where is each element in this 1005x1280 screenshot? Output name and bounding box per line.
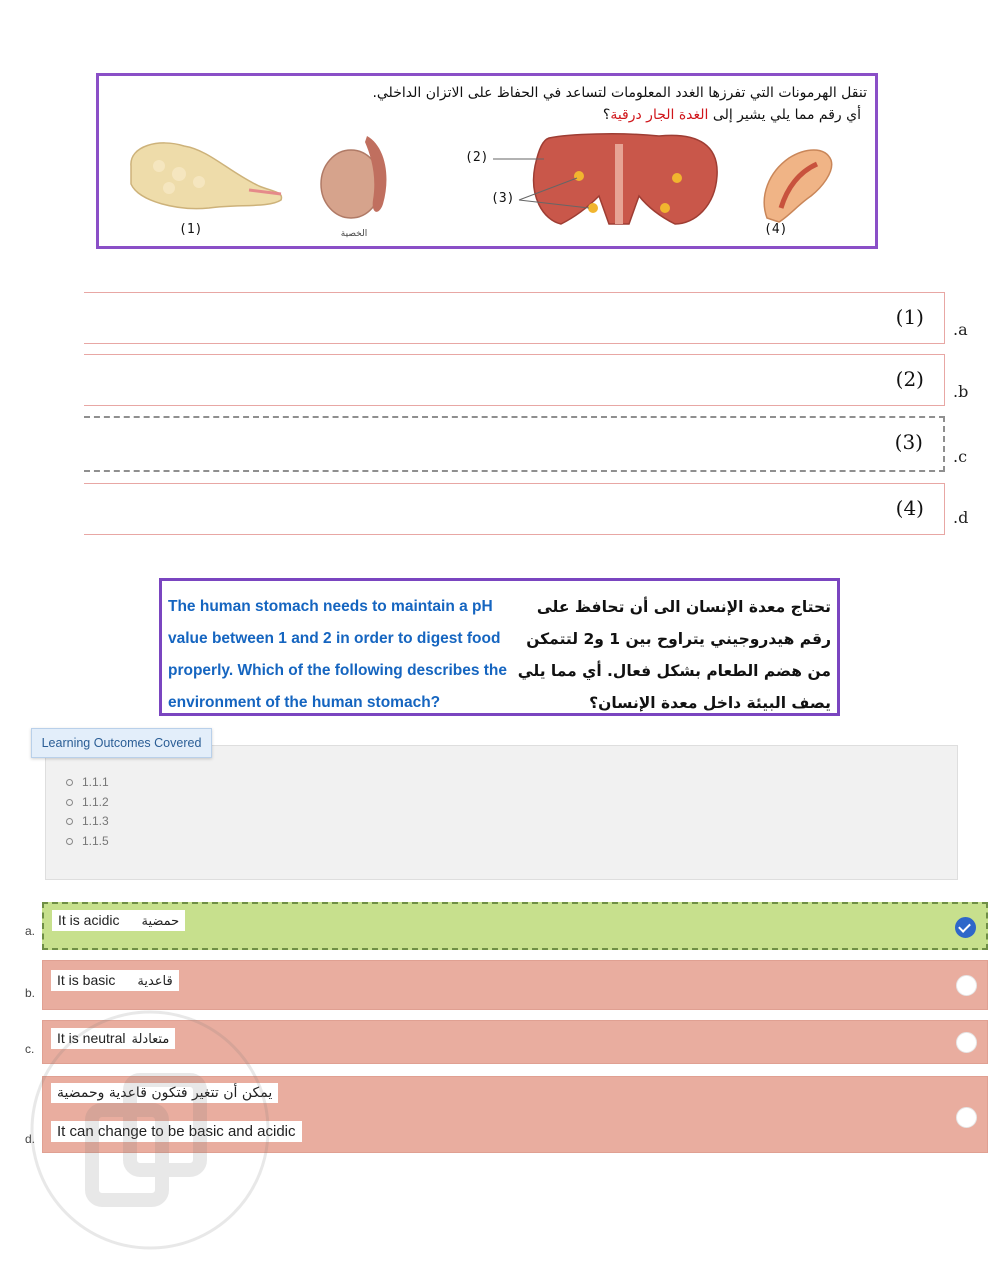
thyroid-image bbox=[534, 134, 718, 224]
pancreas-image bbox=[131, 143, 282, 209]
answer-a-letter: a. bbox=[25, 924, 36, 938]
answer-c-letter: c. bbox=[25, 1042, 35, 1056]
answer-d-en: It can change to be basic and acidic bbox=[51, 1121, 302, 1142]
answer-b-label bbox=[51, 970, 179, 991]
answer-d-letter: d. bbox=[25, 1132, 36, 1146]
option-c[interactable] bbox=[84, 416, 945, 472]
option-a-text: (1) bbox=[895, 305, 924, 329]
radio-icon[interactable] bbox=[956, 1032, 977, 1053]
outcome-text: 1.1.3 bbox=[82, 814, 109, 828]
learning-outcomes-list bbox=[66, 773, 109, 851]
question1-box bbox=[96, 73, 878, 249]
check-icon[interactable] bbox=[955, 917, 976, 938]
answer-b-en: It is basic bbox=[57, 972, 116, 988]
question1-prompt-end: ؟ bbox=[602, 107, 611, 123]
answer-b-letter: b. bbox=[25, 986, 36, 1000]
label-2: (2) bbox=[465, 150, 489, 165]
option-c-text: (3) bbox=[894, 430, 923, 454]
testis-label: الخصية bbox=[340, 229, 368, 239]
label-4: (4) bbox=[764, 222, 788, 237]
option-b-text: (2) bbox=[895, 367, 924, 391]
question1-highlight: الغدة الجار درقية bbox=[610, 107, 709, 123]
option-d[interactable] bbox=[84, 483, 945, 535]
question2-english: The human stomach needs to maintain a pH value between 1 and 2 in order to digest food properly. Which of the following describes the environment of the human stomach? bbox=[168, 598, 508, 711]
outcome-item bbox=[66, 832, 109, 852]
outcome-text: 1.1.1 bbox=[82, 775, 109, 789]
option-d-letter: .d bbox=[953, 508, 969, 527]
outcome-item bbox=[66, 812, 109, 832]
learning-outcomes-panel bbox=[45, 745, 958, 880]
testis-image bbox=[321, 136, 386, 218]
outcome-item bbox=[66, 793, 109, 813]
answer-a-en: It is acidic bbox=[58, 912, 120, 928]
option-d-text: (4) bbox=[895, 496, 924, 520]
option-a-letter: .a bbox=[953, 320, 968, 339]
option-b[interactable] bbox=[84, 354, 945, 406]
outcome-item bbox=[66, 773, 109, 793]
option-b-letter: .b bbox=[953, 382, 969, 401]
bullet-icon bbox=[66, 779, 73, 786]
radio-icon[interactable] bbox=[956, 1107, 977, 1128]
answer-a-ar: حمضية bbox=[141, 914, 180, 929]
answer-a[interactable] bbox=[42, 902, 988, 950]
bullet-icon bbox=[66, 818, 73, 825]
adrenal-image bbox=[764, 150, 831, 222]
question1-text: تنقل الهرمونات التي تفرزها الغدد المعلومات لتساعد في الحفاظ على الاتزان الداخلي. bbox=[372, 85, 867, 101]
outcome-text: 1.1.5 bbox=[82, 833, 109, 848]
question2-arabic: تحتاج معدة الإنسان الى أن تحافظ على رقم هيدروجيني يتراوح بين 1 و2 لتتمكن من هضم الطعام بشكل فعال. أي مما يلي يصف البيئة داخل معدة الإنسان؟ bbox=[517, 598, 831, 712]
learning-outcomes-tab[interactable]: Learning Outcomes Covered bbox=[31, 728, 212, 758]
watermark-logo bbox=[20, 1000, 280, 1270]
answer-b-ar: قاعدية bbox=[137, 974, 173, 989]
answer-d-ar: يمكن أن تتغير فتكون قاعدية وحمضية bbox=[51, 1083, 278, 1103]
outcome-text: 1.1.2 bbox=[82, 794, 109, 809]
question1-prompt-start: أي رقم مما يلي يشير إلى bbox=[712, 107, 861, 123]
bullet-icon bbox=[66, 799, 73, 806]
bullet-icon bbox=[66, 838, 73, 845]
answer-a-label bbox=[52, 910, 185, 931]
option-a[interactable] bbox=[84, 292, 945, 344]
label-3: (3) bbox=[491, 191, 515, 206]
label-1: (1) bbox=[179, 222, 203, 237]
question2-box bbox=[159, 578, 840, 716]
answer-c-ar: متعادلة bbox=[131, 1032, 170, 1047]
option-c-letter: .c bbox=[953, 447, 968, 466]
radio-icon[interactable] bbox=[956, 975, 977, 996]
answer-c-en: It is neutral bbox=[57, 1030, 126, 1046]
